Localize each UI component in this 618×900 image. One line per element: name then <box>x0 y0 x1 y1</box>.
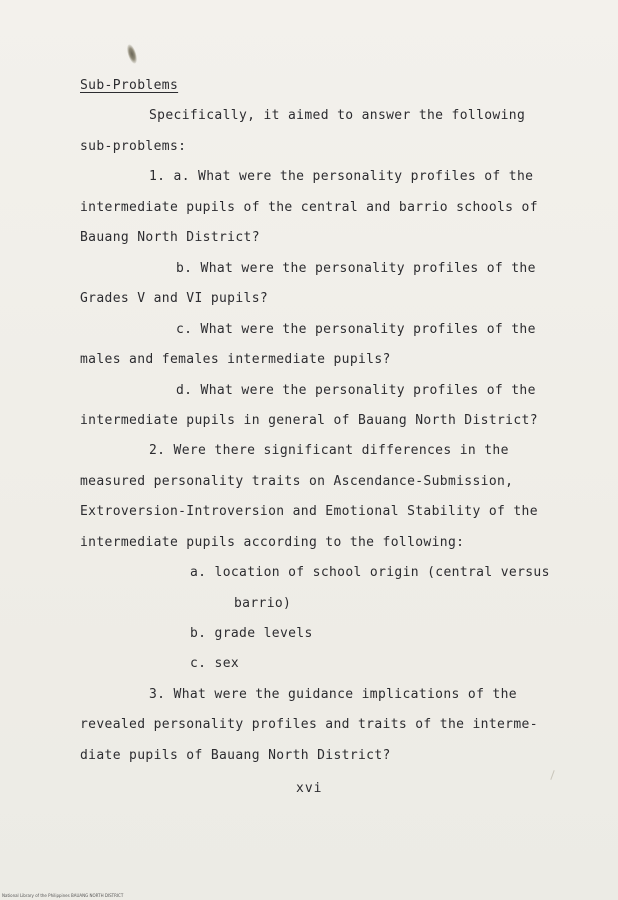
text-line-10: d. What were the personality profiles of the <box>176 383 536 398</box>
text-line-16: a. location of school origin (central versus <box>190 565 550 580</box>
scan-footer: National Library of the Philippines BAUANG NORTH DISTRICT <box>2 893 124 898</box>
text-line-1: Specifically, it aimed to answer the following <box>149 108 526 123</box>
text-line-7: Grades V and VI pupils? <box>80 291 269 306</box>
text-line-6: b. What were the personality profiles of the <box>176 261 536 276</box>
text-line-19: c. sex <box>190 656 240 671</box>
text-line-15: intermediate pupils according to the following: <box>80 535 465 550</box>
text-line-14: Extroversion-Introversion and Emotional Stability of the <box>80 504 538 519</box>
text-line-20: 3. What were the guidance implications of the <box>149 687 517 702</box>
text-line-12: 2. Were there significant differences in the <box>149 443 509 458</box>
text-line-4: intermediate pupils of the central and barrio schools of <box>80 200 538 215</box>
section-heading: Sub-Problems <box>80 78 179 93</box>
page-number: xvi <box>296 781 323 796</box>
text-line-22: diate pupils of Bauang North District? <box>80 748 391 763</box>
text-line-17: barrio) <box>234 596 292 611</box>
text-line-21: revealed personality profiles and traits of the interme- <box>80 717 538 732</box>
text-line-5: Bauang North District? <box>80 230 260 245</box>
ink-smudge-mark <box>125 43 139 64</box>
text-line-18: b. grade levels <box>190 626 313 641</box>
pencil-mark <box>550 770 554 780</box>
text-line-2: sub-problems: <box>80 139 187 154</box>
text-line-11: intermediate pupils in general of Bauang North District? <box>80 413 538 428</box>
text-line-8: c. What were the personality profiles of the <box>176 322 536 337</box>
text-line-3: 1. a. What were the personality profiles of the <box>149 169 534 184</box>
text-line-13: measured personality traits on Ascendance-Submission, <box>80 474 514 489</box>
text-line-9: males and females intermediate pupils? <box>80 352 391 367</box>
